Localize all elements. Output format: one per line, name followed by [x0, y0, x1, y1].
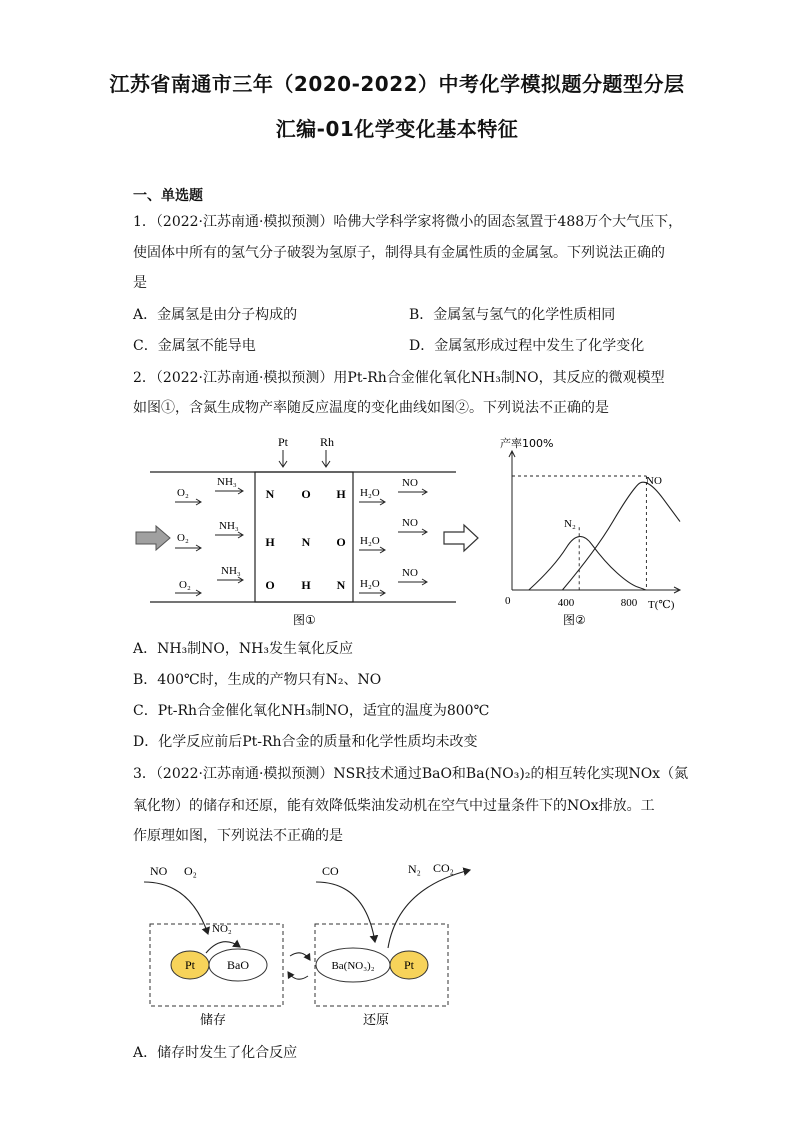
- grid-r1-c1: N: [265, 487, 275, 501]
- q2-stem-line1: 2．（2022·江苏南通·模拟预测）用Pt-Rh合金催化氧化NH₃制NO，其反应的微观模型: [133, 370, 665, 386]
- doc-title-line1: 江苏省南通市三年（2020-2022）中考化学模拟题分题型分层: [109, 72, 685, 96]
- figure2-caption: 图②: [563, 613, 586, 627]
- pt-label-storage: Pt: [184, 958, 196, 972]
- catalyst-pt-label: Pt: [278, 435, 289, 449]
- grid-r2-c2: N: [301, 535, 311, 549]
- input-no: NO: [150, 864, 168, 878]
- product-no-1: NO: [402, 477, 418, 489]
- q2-option-d[interactable]: D．化学反应前后Pt-Rh合金的质量和化学性质均未改变: [133, 734, 478, 750]
- reactant-o2-3: O₂: [179, 579, 191, 591]
- series-label-n2: N₂: [564, 518, 576, 530]
- output-n2: N₂: [408, 862, 421, 876]
- product-no-3: NO: [402, 567, 418, 579]
- product-h2o-2: H₂O: [360, 535, 380, 547]
- chart-y-label: 产率100%: [500, 437, 554, 450]
- reduction-caption: 还原: [363, 1013, 390, 1028]
- outlet-arrow-icon: [442, 522, 482, 554]
- pt-label-reduction: Pt: [403, 958, 415, 972]
- bao-label: BaO: [227, 958, 249, 972]
- product-h2o-1: H₂O: [360, 487, 380, 499]
- q1-stem-line2: 使固体中所有的氢气分子破裂为氢原子，制得具有金属性质的金属氢。下列说法正确的: [133, 245, 665, 261]
- q2-stem-line2: 如图①，含氮生成物产率随反应温度的变化曲线如图②。下列说法不正确的是: [133, 400, 609, 416]
- q1-stem-line3: 是: [133, 275, 147, 291]
- no2-label: NO₂: [212, 923, 232, 935]
- cycle-arrow-forward: [290, 953, 310, 960]
- q3-stem-line3: 作原理如图，下列说法不正确的是: [133, 828, 343, 844]
- reactant-nh3-3: NH₃: [221, 565, 241, 577]
- doc-title-line2: 汇编-01化学变化基本特征: [275, 117, 519, 141]
- q1-option-b[interactable]: B．金属氢与氢气的化学性质相同: [409, 307, 616, 323]
- q3-option-a[interactable]: A．储存时发生了化合反应: [133, 1045, 298, 1061]
- figure1-caption: 图①: [293, 613, 316, 627]
- reactant-o2-1: O₂: [177, 487, 189, 499]
- grid-r3-c1: O: [265, 578, 275, 592]
- chart-tick-400: 400: [557, 597, 575, 609]
- chart-x-label: T(℃): [648, 599, 675, 611]
- grid-r2-c1: H: [265, 535, 275, 549]
- product-h2o-3: H₂O: [360, 578, 380, 590]
- reactant-o2-2: O₂: [177, 532, 189, 544]
- series-line-n2: [529, 537, 647, 590]
- q3-figure-nsr: [130, 852, 500, 1037]
- q1-option-d[interactable]: D．金属氢形成过程中发生了化学变化: [409, 338, 645, 354]
- q2-figure1-reactor: [130, 430, 470, 630]
- reactant-nh3-1: NH₃: [217, 476, 237, 488]
- q2-option-a[interactable]: A．NH₃制NO，NH₃发生氧化反应: [133, 641, 353, 657]
- storage-inflow-arrow: [144, 882, 208, 934]
- q2-figure2-chart: [490, 430, 690, 630]
- catalyst-rh-label: Rh: [320, 435, 335, 449]
- chart-origin-label: 0: [505, 595, 511, 607]
- input-o2: O₂: [184, 864, 197, 878]
- q1-option-a[interactable]: A．金属氢是由分子构成的: [133, 307, 298, 323]
- reactant-nh3-2: NH₃: [219, 520, 239, 532]
- output-co2: CO₂: [433, 861, 454, 875]
- q1-option-c[interactable]: C．金属氢不能导电: [133, 338, 256, 354]
- inlet-arrow-icon: [136, 526, 170, 550]
- grid-r1-c3: H: [336, 487, 346, 501]
- grid-r3-c2: H: [301, 578, 311, 592]
- q3-stem-line2: 氧化物）的储存和还原，能有效降低柴油发动机在空气中过量条件下的NOx排放。工: [133, 798, 655, 814]
- grid-r3-c3: N: [336, 578, 346, 592]
- series-label-no: NO: [646, 475, 662, 487]
- reduction-inflow-arrow: [316, 882, 375, 942]
- grid-r1-c2: O: [301, 487, 311, 501]
- q3-stem-line1: 3．（2022·江苏南通·模拟预测）NSR技术通过BaO和Ba(NO₃)₂的相互转化实现NOx（氮: [133, 766, 689, 782]
- chart-tick-800: 800: [620, 597, 638, 609]
- q2-option-c[interactable]: C．Pt-Rh合金催化氧化NH₃制NO，适宜的温度为800℃: [133, 703, 490, 719]
- q2-option-b[interactable]: B．400℃时，生成的产物只有N₂、NO: [133, 672, 382, 688]
- q1-stem-line1: 1．（2022·江苏南通·模拟预测）哈佛大学科学家将微小的固态氢置于488万个大气压下，: [133, 214, 683, 230]
- input-co: CO: [322, 864, 339, 878]
- product-no-2: NO: [402, 517, 418, 529]
- storage-caption: 储存: [200, 1013, 227, 1028]
- cycle-arrow-back: [288, 972, 308, 979]
- reduction-outflow-arrow: [388, 870, 470, 948]
- ba-nitrate-label: Ba(NO₃)₂: [331, 960, 375, 972]
- section-heading: 一、单选题: [133, 188, 203, 204]
- grid-r2-c3: O: [336, 535, 346, 549]
